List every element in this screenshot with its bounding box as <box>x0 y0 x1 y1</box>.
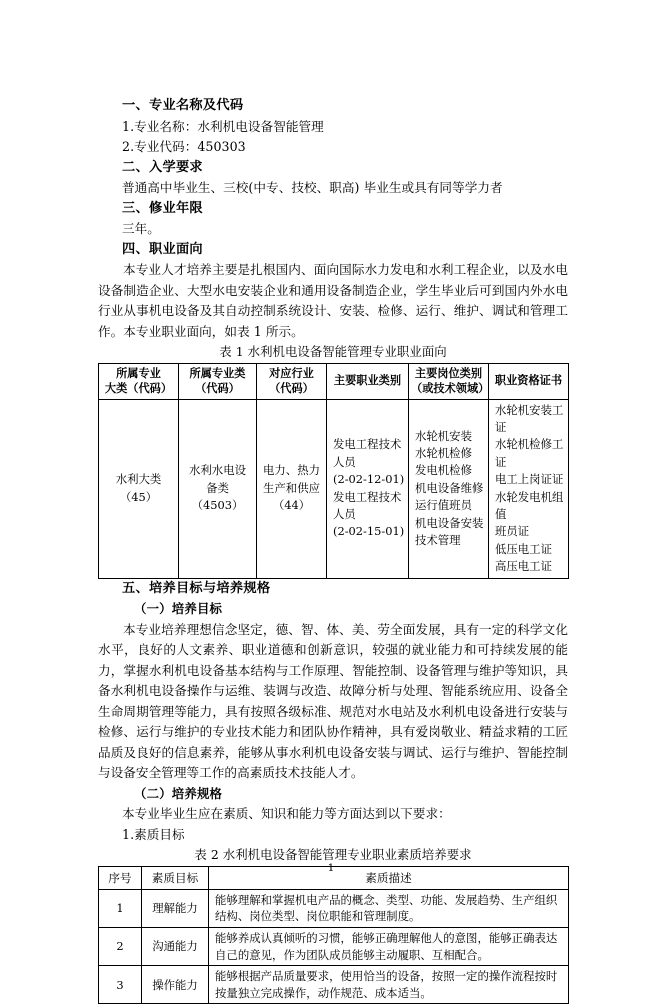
cell-desc: 能够根据产品质量要求，使用恰当的设备，按照一定的操作流程按时按量独立完成操作，动作规范、成本适当。 <box>209 966 569 1004</box>
cell-line: 机电设备安装 <box>415 515 484 530</box>
section-3-body: 三年。 <box>122 221 160 236</box>
cell-line: 运行值班员 <box>415 498 472 513</box>
section-2-body: 普通高中毕业生、三校(中专、技校、职高) 毕业生或具有同等学力者 <box>122 180 503 195</box>
cell-line: 发电工程技术 <box>333 489 402 504</box>
section-4-body: 本专业人才培养主要是扎根国内、面向国际水力发电和水利工程企业，以及水电设备制造企业、大型水电安装企业和通用设备制造企业，学生毕业后可到国内外水电行业从事机电设备及其自动控制系统设计、安装、检修、运行、维护、调试和管理工作。本专业职业面向，如表 1 所示。 <box>98 262 568 339</box>
cell-line: 水利大类 <box>115 472 162 487</box>
cell-line: 电力、热力 <box>263 463 320 478</box>
cell-major-class <box>179 399 257 578</box>
table-2-col-no: 序号 <box>99 866 142 889</box>
cell-desc: 能够理解和掌握机电产品的概念、类型、功能、发展趋势、生产组织结构、岗位类型、岗位职能和管理制度。 <box>209 889 569 927</box>
cell-line: 发电机检修 <box>415 463 472 478</box>
header-line: 所属专业 <box>116 366 161 380</box>
header-line: （代码） <box>269 382 314 395</box>
cell-positions <box>409 399 489 578</box>
cell-desc: 能够养成认真倾听的习惯，能够正确理解他人的意图，能够正确表达自己的意见，作为团队成员能够主动履职、互相配合。 <box>209 927 569 965</box>
cell-line: （45） <box>119 489 158 504</box>
cell-industry <box>257 399 327 578</box>
cell-line: 水轮机检修 <box>415 446 472 461</box>
cell-goal: 沟通能力 <box>142 927 209 965</box>
table-row <box>99 927 569 965</box>
heading-section-5-sub-1: （一）培养目标 <box>134 601 223 617</box>
section-1-item-2: 2.专业代码：450303 <box>122 139 246 154</box>
table-row <box>99 966 569 1004</box>
section-1-item-1: 1.专业名称：水利机电设备智能管理 <box>122 118 324 134</box>
cell-goal: 理解能力 <box>142 889 209 927</box>
header-line: （代码） <box>195 382 240 395</box>
heading-section-3: 三、修业年限 <box>122 200 203 216</box>
table-1-col-certificates <box>489 363 569 399</box>
table-1-caption: 表 1 水利机电设备智能管理专业职业面向 <box>219 344 447 359</box>
section-5-sub-1-body: 本专业培养理想信念坚定，德、智、体、美、劳全面发展，具有一定的科学文化水平，良好的人文素养、职业道德和创新意识，较强的就业能力和可持续发展的能力，掌握水利机电设备基本结构与工作原理、智能控制、设备管理与维护等知识，具备水利机电设备操作与运维、装调与改造、故障分析与处理、智能系统应用、设备全生命周期管理等能力，具有按照各级标准、规范对水电站及水利机电设备进行安装与检修、运行与维护的专业技术能力和团队协作精神，具有爱岗敬业、精益求精的工匠品质及良好的信息素养，能够从事水利机电设备安装与调试、运行与维护、智能控制与设备安全管理等工作的高素质技术技能人才。 <box>98 621 568 781</box>
cell-line: 水轮机安装工证 <box>495 402 564 434</box>
table-2-col-desc: 素质描述 <box>209 866 569 889</box>
heading-section-1: 一、专业名称及代码 <box>122 98 244 113</box>
table-2-col-goal: 素质目标 <box>142 866 209 889</box>
cell-line: 人员 <box>333 454 356 469</box>
cell-line: (2-02-12-01) <box>333 472 405 487</box>
cell-no: 1 <box>99 889 142 927</box>
cell-line: （44） <box>272 498 311 513</box>
header-line: 大类（代码） <box>104 382 173 395</box>
cell-line: (2-02-15-01) <box>333 524 405 539</box>
table-1-col-occupations <box>327 363 409 399</box>
table-occupational-orientation <box>98 363 569 579</box>
cell-line: 水轮机安装 <box>415 428 472 443</box>
table-2-caption: 表 2 水利机电设备智能管理专业职业素质培养要求 <box>194 847 472 863</box>
table-1-col-industry <box>257 363 327 399</box>
table-1-header-row <box>99 363 569 399</box>
cell-no: 2 <box>99 927 142 965</box>
cell-line: 生产和供应 <box>263 480 320 495</box>
header-line: 所属专业类 <box>189 366 246 380</box>
section-5-sub-2-item-1: 1.素质目标 <box>122 826 185 842</box>
header-line: 主要岗位类别 <box>414 366 483 380</box>
table-1-col-positions <box>409 363 489 399</box>
cell-line: 备类 <box>206 480 229 495</box>
section-5-sub-2-body: 本专业毕业生应在素质、知识和能力等方面达到以下要求： <box>122 806 451 822</box>
cell-line: 机电设备维修 <box>415 480 484 495</box>
cell-line: 水轮机检修工证 <box>495 437 564 469</box>
cell-line: 班员证 <box>495 524 530 539</box>
table-1-col-major-class <box>179 363 257 399</box>
cell-goal: 操作能力 <box>142 966 209 1004</box>
cell-major-category <box>99 399 179 578</box>
header-line: 职业资格证书 <box>494 374 563 388</box>
heading-section-4: 四、职业面向 <box>122 241 203 257</box>
cell-line: 水轮发电机组值 <box>495 489 564 521</box>
header-line: 对应行业 <box>269 366 314 380</box>
cell-occupations <box>327 399 409 578</box>
cell-line: 低压电工证 <box>495 541 552 556</box>
table-1-col-major-category <box>99 363 179 399</box>
heading-section-5-sub-2: （二）培养规格 <box>134 785 223 801</box>
header-line: （或技术领域） <box>411 382 490 395</box>
cell-certificates <box>489 399 569 578</box>
cell-line: 高压电工证 <box>495 559 552 574</box>
table-quality-training-requirements <box>98 866 569 1004</box>
heading-section-2: 二、入学要求 <box>122 159 203 175</box>
cell-no: 3 <box>99 966 142 1004</box>
cell-line: 人员 <box>333 506 356 521</box>
heading-section-5: 五、培养目标与培养规格 <box>122 580 271 596</box>
page-number: 1 <box>327 862 335 874</box>
table-row <box>99 889 569 927</box>
cell-line: 电工上岗证证 <box>495 472 564 487</box>
cell-line: 发电工程技术 <box>333 437 402 452</box>
header-line: 主要职业类别 <box>333 374 402 388</box>
table-row <box>99 399 569 578</box>
cell-line: （4503） <box>191 498 244 513</box>
cell-line: 水利水电设 <box>189 463 246 478</box>
cell-line: 技术管理 <box>415 533 461 548</box>
